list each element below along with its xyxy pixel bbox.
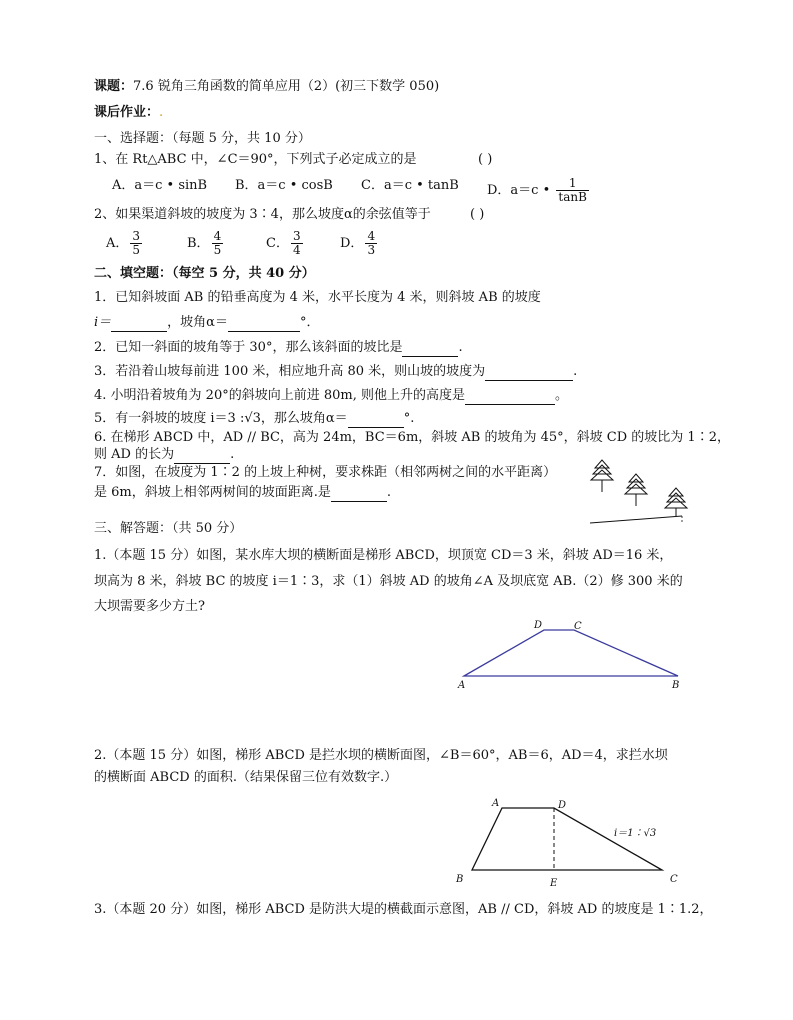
s2-q6-line2 (94, 446, 234, 464)
opt-fraction (212, 230, 224, 257)
s1-q2-stem (94, 206, 485, 224)
s1-q1-option-a: A．a＝c • sinB (112, 178, 208, 193)
s2-q4 (94, 387, 568, 405)
section3-heading: 三、解答题：（共 50 分） (94, 521, 243, 536)
s1-q2-option-c (266, 230, 305, 257)
s2-q6-line1: 6. 在梯形 ABCD 中，AD // BC，高为 24m，BC＝6m，斜坡 AB 的坡角为 45°，斜坡 CD 的坡比为 1∶2， (94, 430, 730, 445)
vertex-label-b: B (456, 874, 464, 885)
vertex-label-d: D (558, 800, 567, 811)
s1-q1-option-d-fraction (556, 177, 589, 204)
vertex-label-c: C (670, 874, 678, 885)
vertex-label-c: C (574, 621, 582, 632)
s2-q1-mid: ，坡角α＝ (167, 315, 228, 330)
answer-blank (331, 487, 387, 502)
trees-slope-figure (586, 458, 696, 528)
s3-p1-line3: 大坝需要多少方土? (94, 599, 205, 614)
s2-q6-pre: 则 AD 的长为 (94, 447, 175, 462)
answer-blank (348, 413, 404, 428)
frac-num: 3 (292, 229, 301, 243)
frac-den: 3 (367, 243, 376, 257)
vertex-label-a: A (492, 798, 500, 809)
dam-slope-figure (456, 796, 686, 891)
homework-label: 课后作业： (94, 105, 160, 120)
s2-q3-pre: 3．若沿着山坡每前进 100 米，相应地升高 80 米，则山坡的坡度为 (94, 364, 486, 379)
frac-num: 4 (367, 229, 376, 243)
frac-den: 5 (213, 243, 222, 257)
s2-q1-pre: i＝ (94, 315, 112, 330)
s2-q7-post: . (386, 485, 392, 500)
s2-q7-line1: 7．如图，在坡度为 1∶2 的上坡上种树，要求株距（相邻两树之间的水平距离） (94, 465, 557, 480)
s2-q3 (94, 363, 577, 381)
opt-label: D． (340, 236, 364, 251)
vertex-label-e: E (550, 878, 558, 889)
s2-q4-pre: 4. 小明沿着坡角为 20°的斜坡向上前进 80m, 则他上升的高度是 (94, 388, 465, 403)
section2-heading: 二、填空题：（每空 5 分，共 40 分） (94, 266, 315, 281)
s2-q1-line2 (94, 314, 319, 332)
s2-q2 (94, 339, 463, 357)
frac-den: 4 (292, 243, 301, 257)
opt-fraction (365, 230, 377, 257)
s2-q1-line1: 1．已知斜坡面 AB 的铅垂高度为 4 米，水平长度为 4 米，则斜坡 AB 的坡度 (94, 290, 541, 305)
vertex-label-b: B (672, 680, 680, 691)
slope-ratio-label: i＝1∶√3 (614, 828, 657, 839)
trapezoid-shape (472, 808, 662, 870)
s1-q2-option-d (340, 230, 379, 257)
opt-fraction (291, 230, 303, 257)
opt-label: C． (266, 236, 289, 251)
s3-p2-line2: 的横断面 ABCD 的面积.（结果保留三位有效数字.） (94, 770, 398, 785)
s1-q1-paren: ( ) (478, 152, 493, 167)
s1-q1-option-d-text: D．a＝c • (487, 183, 551, 198)
dam-trapezoid-figure (450, 616, 690, 691)
s1-q1-stem-text: 1、在 Rt△ABC 中，∠C＝90°，下列式子必定成立的是 (94, 152, 417, 167)
s1-q1-stem (94, 151, 493, 169)
answer-blank (174, 449, 230, 464)
answer-blank (111, 317, 167, 332)
s2-q2-post: . (458, 340, 463, 355)
frac-num: 3 (132, 229, 141, 243)
s2-q5-pre: 5．有一斜坡的坡度 i＝3 :√3，那么坡角α＝ (94, 411, 348, 426)
slope-line (590, 516, 682, 523)
s2-q7-line2 (94, 484, 391, 502)
vertex-label-d: D (534, 620, 543, 631)
s2-q3-post: . (573, 364, 578, 379)
frac-num: 4 (213, 229, 222, 243)
s2-q4-post: 。 (554, 388, 568, 403)
s1-q2-option-b (187, 230, 225, 257)
opt-label: B． (187, 236, 210, 251)
s2-q6-post: . (230, 447, 235, 462)
s1-q2-paren: ( ) (470, 207, 485, 222)
frac-num: 1 (556, 177, 589, 191)
s3-p1-line1: 1.（本题 15 分）如图，某水库大坝的横断面是梯形 ABCD，坝顶宽 CD＝3 米，斜坡 AD＝16 米， (94, 548, 673, 563)
s3-p1-line2: 坝高为 8 米，斜坡 BC 的坡度 i＝1∶3，求（1）斜坡 AD 的坡角∠A 及坝底宽 AB.（2）修 300 米的 (94, 574, 683, 589)
s1-q1-option-b: B．a＝c • cosB (235, 178, 333, 193)
s1-q2-option-a (106, 230, 144, 257)
s1-q1-option-d (487, 177, 591, 204)
title-text: 7.6 锐角三角函数的简单应用（2）(初三下数学 050) (133, 79, 440, 94)
tree-icon (591, 460, 613, 492)
s2-q5 (94, 410, 414, 428)
s2-q2-pre: 2．已知一斜面的坡角等于 30°，那么该斜面的坡比是 (94, 340, 403, 355)
answer-blank (485, 366, 573, 381)
answer-blank (228, 317, 300, 332)
s3-p3-line1: 3.（本题 20 分）如图，梯形 ABCD 是防洪大堤的横截面示意图，AB // CD，斜坡 AD 的坡度是 1∶1.2， (94, 902, 713, 917)
vertex-label-a: A (458, 680, 466, 691)
s2-q5-post: °. (403, 411, 415, 426)
s2-q7-pre: 是 6m，斜坡上相邻两树间的坡面距离.是 (94, 485, 331, 500)
trapezoid-shape (464, 630, 678, 676)
page-title (94, 78, 439, 96)
homework-mark: . (159, 105, 164, 120)
homework-heading (94, 104, 163, 122)
s1-q1-option-c: C．a＝c • tanB (361, 178, 459, 193)
title-label: 课题： (94, 79, 134, 94)
s1-q2-stem-text: 2、如果渠道斜坡的坡度为 3∶4，那么坡度α的余弦值等于 (94, 207, 431, 222)
opt-fraction (130, 230, 142, 257)
frac-den: 5 (132, 243, 141, 257)
answer-blank (402, 342, 458, 357)
s3-p2-line1: 2.（本题 15 分）如图，梯形 ABCD 是拦水坝的横断面图，∠B＝60°，AB＝6，AD＝4，求拦水坝 (94, 748, 668, 763)
opt-label: A． (106, 236, 129, 251)
section1-heading: 一、选择题：（每题 5 分，共 10 分） (94, 131, 311, 146)
frac-den: tanB (558, 190, 587, 204)
tree-icon (665, 488, 687, 516)
tree-icon (625, 474, 647, 506)
answer-blank (465, 390, 555, 405)
s2-q1-post: °． (299, 315, 320, 330)
